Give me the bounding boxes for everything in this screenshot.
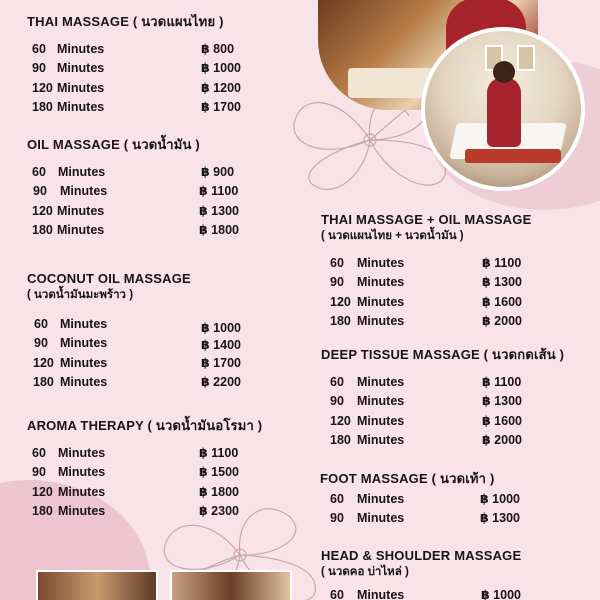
section-title: COCONUT OIL MASSAGE <box>27 271 191 286</box>
price-row <box>27 463 267 482</box>
price-row <box>27 40 257 59</box>
price: ฿ 1300 <box>482 275 522 290</box>
duration: 120 <box>32 80 53 95</box>
price: ฿ 1200 <box>201 80 241 95</box>
price: ฿ 1700 <box>201 355 241 370</box>
price-row <box>321 373 571 392</box>
price: ฿ 2200 <box>201 374 241 389</box>
menu-section-thai-massage <box>27 13 257 117</box>
duration-unit: Minutes <box>57 222 105 237</box>
duration: 180 <box>330 313 351 328</box>
price-row <box>27 315 257 334</box>
price-row <box>321 254 571 273</box>
duration: 90 <box>34 336 48 351</box>
duration-unit: Minutes <box>60 336 108 351</box>
duration: 120 <box>330 413 351 428</box>
price: ฿ 1300 <box>199 203 239 218</box>
duration-unit: Minutes <box>357 256 405 270</box>
price: ฿ 1300 <box>480 511 520 526</box>
duration: 60 <box>330 588 344 600</box>
price-row <box>320 509 570 528</box>
section-subtitle: ( นวดคอ บ่าไหล่ ) <box>321 566 409 578</box>
price: ฿ 2300 <box>199 503 239 518</box>
price-row <box>320 490 570 509</box>
duration: 90 <box>33 184 47 199</box>
duration-unit: Minutes <box>58 465 106 480</box>
price-row <box>27 502 267 521</box>
duration-unit: Minutes <box>60 317 108 331</box>
duration: 120 <box>32 484 53 499</box>
price: ฿ 1000 <box>201 321 241 335</box>
duration-unit: Minutes <box>357 413 405 428</box>
price: ฿ 1700 <box>201 99 241 114</box>
duration-unit: Minutes <box>60 184 108 199</box>
massage-room-photo <box>421 27 585 191</box>
price-row <box>27 354 257 373</box>
duration-unit: Minutes <box>58 503 106 518</box>
duration: 180 <box>32 503 53 518</box>
duration: 60 <box>32 446 46 460</box>
duration-unit: Minutes <box>357 294 405 309</box>
duration: 120 <box>33 355 54 370</box>
section-title: AROMA THERAPY ( นวดน้ำมันอโรมา ) <box>27 418 263 433</box>
price-row <box>27 163 257 182</box>
price-row <box>321 273 571 292</box>
price: ฿ 2000 <box>482 313 522 328</box>
duration-unit: Minutes <box>357 511 405 526</box>
duration-unit: Minutes <box>357 313 405 328</box>
price-row <box>321 312 571 331</box>
price-row <box>27 59 257 78</box>
section-title: OIL MASSAGE ( นวดน้ำมัน ) <box>27 137 200 152</box>
duration-unit: Minutes <box>357 275 405 290</box>
section-subtitle: ( นวดแผนไทย + นวดน้ำมัน ) <box>321 230 464 242</box>
price: ฿ 1800 <box>199 222 239 237</box>
duration: 120 <box>330 294 351 309</box>
duration: 90 <box>330 275 344 290</box>
duration: 60 <box>32 165 46 179</box>
duration-unit: Minutes <box>57 42 105 56</box>
menu-section-oil-massage <box>27 136 257 240</box>
duration-unit: Minutes <box>57 203 105 218</box>
price-row <box>27 334 257 353</box>
duration: 180 <box>32 222 53 237</box>
duration-unit: Minutes <box>60 355 108 370</box>
duration-unit: Minutes <box>57 80 105 95</box>
duration: 60 <box>330 492 344 506</box>
duration: 60 <box>32 42 46 56</box>
menu-section-deep-tissue-massage <box>321 346 571 450</box>
section-title: FOOT MASSAGE ( นวดเท้า ) <box>320 471 495 486</box>
price-row <box>27 444 267 463</box>
duration: 60 <box>330 375 344 389</box>
duration-unit: Minutes <box>58 484 106 499</box>
duration: 180 <box>32 99 53 114</box>
price-row <box>321 293 571 312</box>
price-row <box>27 202 257 221</box>
menu-section-head-shoulder-massage <box>321 547 571 600</box>
section-title: THAI MASSAGE + OIL MASSAGE <box>321 212 532 227</box>
duration-unit: Minutes <box>357 588 405 600</box>
menu-section-foot-massage <box>320 470 570 529</box>
duration-unit: Minutes <box>357 492 405 506</box>
price-row <box>27 182 257 201</box>
menu-section-aroma-therapy <box>27 417 267 521</box>
price: ฿ 1100 <box>482 256 522 270</box>
price-row <box>27 98 257 117</box>
section-title: HEAD & SHOULDER MASSAGE <box>321 548 522 563</box>
section-subtitle: ( นวดน้ำมันมะพร้าว ) <box>27 289 134 301</box>
price-row <box>27 79 257 98</box>
duration-unit: Minutes <box>58 446 106 460</box>
price: ฿ 1600 <box>482 413 522 428</box>
duration: 90 <box>330 394 344 409</box>
duration-unit: Minutes <box>58 165 106 179</box>
price-row <box>27 483 267 502</box>
duration: 90 <box>330 511 344 526</box>
price: ฿ 800 <box>201 42 235 56</box>
price-row <box>321 431 571 450</box>
price-row <box>27 373 257 392</box>
duration-unit: Minutes <box>357 375 405 389</box>
price-row <box>321 412 571 431</box>
duration-unit: Minutes <box>357 432 405 447</box>
price: ฿ 1800 <box>199 484 239 499</box>
duration-unit: Minutes <box>57 61 105 76</box>
price-row <box>321 392 571 411</box>
duration: 180 <box>33 374 54 389</box>
price: ฿ 2000 <box>482 432 522 447</box>
price: ฿ 1100 <box>199 446 239 460</box>
menu-section-coconut-oil-massage <box>27 270 257 392</box>
price: ฿ 1400 <box>201 338 241 353</box>
duration: 120 <box>32 203 53 218</box>
menu-section-thai-oil-massage <box>321 211 571 331</box>
price: ฿ 1300 <box>482 394 522 409</box>
duration: 60 <box>330 256 344 270</box>
spa-photo <box>170 570 292 600</box>
duration-unit: Minutes <box>357 394 405 409</box>
spa-photo <box>36 570 158 600</box>
price: ฿ 1600 <box>482 294 522 309</box>
duration: 60 <box>34 317 48 331</box>
duration: 90 <box>32 61 46 76</box>
price: ฿ 1100 <box>482 375 522 389</box>
price: ฿ 1100 <box>199 184 239 199</box>
price: ฿ 1000 <box>201 61 241 76</box>
price: ฿ 900 <box>201 165 235 179</box>
price-row <box>321 586 571 600</box>
price: ฿ 1000 <box>480 492 520 506</box>
duration: 90 <box>32 465 46 480</box>
section-title: DEEP TISSUE MASSAGE ( นวดกดเส้น ) <box>321 347 565 362</box>
duration-unit: Minutes <box>60 374 108 389</box>
price: ฿ 1000 <box>481 588 521 600</box>
duration-unit: Minutes <box>57 99 105 114</box>
section-title: THAI MASSAGE ( นวดแผนไทย ) <box>27 14 224 29</box>
price-row <box>27 221 257 240</box>
price: ฿ 1500 <box>199 465 239 480</box>
duration: 180 <box>330 432 351 447</box>
